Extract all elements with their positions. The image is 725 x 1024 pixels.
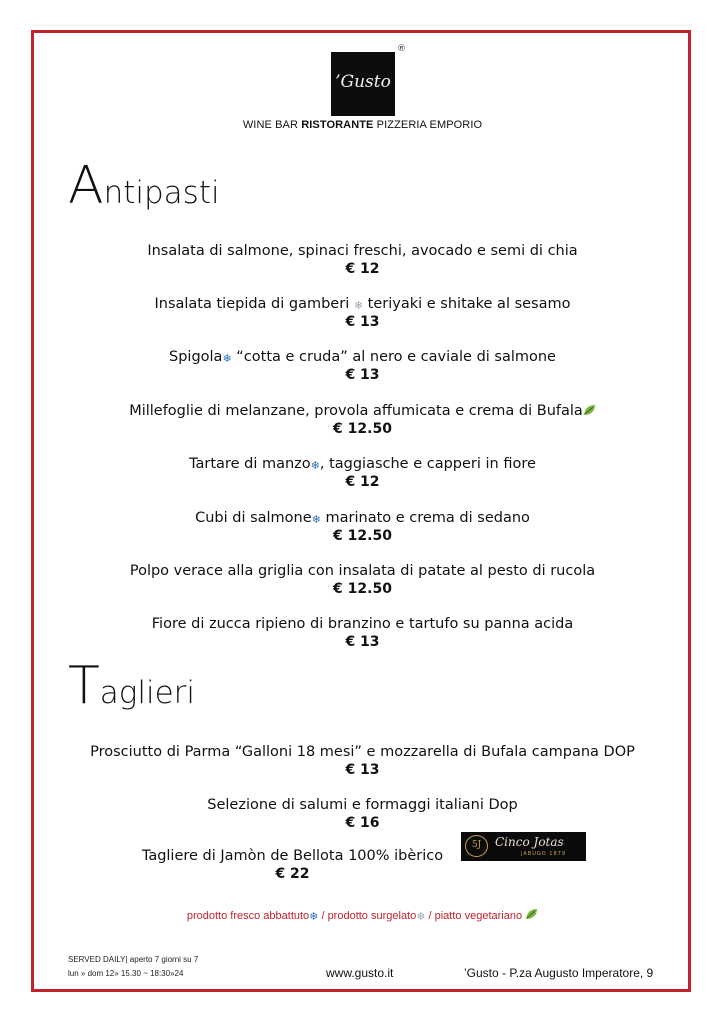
item-price: € 13	[345, 762, 380, 778]
item-name: Tagliere di Jamòn de Bellota 100% ibèrico	[141, 848, 444, 864]
item-price: € 12	[345, 261, 380, 277]
legend-vegetarian: piatto vegetariano	[434, 910, 523, 922]
item-price: € 12	[345, 474, 380, 490]
menu-item	[0, 796, 725, 832]
item-name: Polpo verace alla griglia con insalata di patate al pesto di rucola	[129, 563, 596, 579]
frozen-product-icon: ❄	[416, 911, 426, 923]
item-price: € 13	[345, 634, 380, 650]
item-name-part: Millefoglie di melanzane, provola affumicata e crema di Bufala	[129, 403, 583, 419]
item-price: € 12.50	[333, 528, 392, 544]
section-title-taglieri	[68, 656, 196, 716]
menu-item	[0, 562, 725, 598]
menu-item	[0, 743, 725, 779]
item-name-part: “cotta e cruda” al nero e caviale di salmone	[231, 349, 556, 365]
tagline-post: PIZZERIA EMPORIO	[373, 119, 483, 131]
item-name-part: Spigola	[169, 349, 223, 365]
logo-text: ’Gusto	[335, 72, 391, 92]
menu-item	[0, 242, 725, 278]
fresh-frozen-icon: ❄	[222, 352, 232, 365]
title-capital: A	[68, 156, 104, 216]
fresh-frozen-icon: ❄	[309, 911, 319, 923]
item-name	[0, 509, 725, 527]
item-name-part: marinato e crema di sedano	[320, 510, 530, 526]
item-price: € 12.50	[333, 581, 392, 597]
frozen-product-icon: ❄	[353, 299, 364, 312]
menu-item	[0, 509, 725, 545]
legend-fresh-frozen: prodotto fresco abbattuto	[186, 910, 310, 922]
title-rest: aglieri	[99, 675, 196, 711]
item-price: € 13	[345, 314, 380, 330]
legend-frozen: prodotto surgelato	[327, 910, 417, 922]
tagline	[0, 119, 725, 131]
fresh-frozen-icon: ❄	[311, 513, 321, 526]
cinco-jotas-sub: JABUGO 1879	[521, 851, 567, 857]
item-name	[0, 402, 725, 420]
menu-item	[0, 455, 725, 491]
menu-item	[0, 402, 725, 438]
item-name-part: , taggiasche e capperi in fiore	[319, 456, 536, 472]
item-name-part: Tartare di manzo	[189, 456, 311, 472]
tagline-bold: RISTORANTE	[301, 119, 374, 131]
cinco-jotas-logo	[461, 832, 586, 861]
item-price: € 16	[345, 815, 380, 831]
registered-mark: ®	[397, 44, 406, 54]
title-capital: T	[68, 656, 100, 716]
menu-item	[0, 295, 725, 331]
tagline-pre: WINE BAR	[242, 119, 302, 131]
legend	[0, 908, 725, 923]
menu-item	[0, 348, 725, 384]
item-price: € 12.50	[333, 421, 392, 437]
item-name-part: Cubi di salmone	[195, 510, 312, 526]
vegetarian-leaf-icon	[583, 404, 596, 416]
menu-item	[0, 615, 725, 651]
section-title-antipasti	[68, 156, 220, 216]
item-name	[0, 295, 725, 313]
cinco-jotas-name: Cinco Jotas	[495, 835, 564, 849]
opening-hours: lun » dom 12» 15.30 ~ 18:30»24	[68, 969, 184, 978]
gusto-logo	[331, 52, 395, 116]
item-name-part: teriyaki e shitake al sesamo	[363, 296, 571, 312]
fresh-frozen-icon: ❄	[310, 459, 320, 472]
item-name-part: Insalata tiepida di gamberi	[154, 296, 354, 312]
item-name	[0, 455, 725, 473]
title-rest: ntipasti	[103, 175, 220, 211]
item-name: Fiore di zucca ripieno di branzino e tartufo su panna acida	[151, 616, 574, 632]
address-text: ’Gusto - P.za Augusto Imperatore, 9	[464, 966, 654, 980]
served-daily-text: SERVED DAILY| aperto 7 giorni su 7	[68, 955, 199, 964]
item-name: Prosciutto di Parma “Galloni 18 mesi” e mozzarella di Bufala campana DOP	[90, 744, 635, 760]
item-price: € 22	[275, 866, 310, 882]
item-name: Selezione di salumi e formaggi italiani Dop	[207, 797, 518, 813]
item-name	[0, 348, 725, 366]
website-link[interactable]: www.gusto.it	[326, 966, 394, 980]
item-price: € 13	[345, 367, 380, 383]
cinco-jotas-badge: 5J	[465, 835, 488, 857]
vegetarian-leaf-icon	[525, 908, 538, 920]
legend-separator: /	[318, 910, 328, 922]
item-name: Insalata di salmone, spinaci freschi, avocado e semi di chia	[147, 243, 578, 259]
legend-separator: /	[425, 910, 435, 922]
